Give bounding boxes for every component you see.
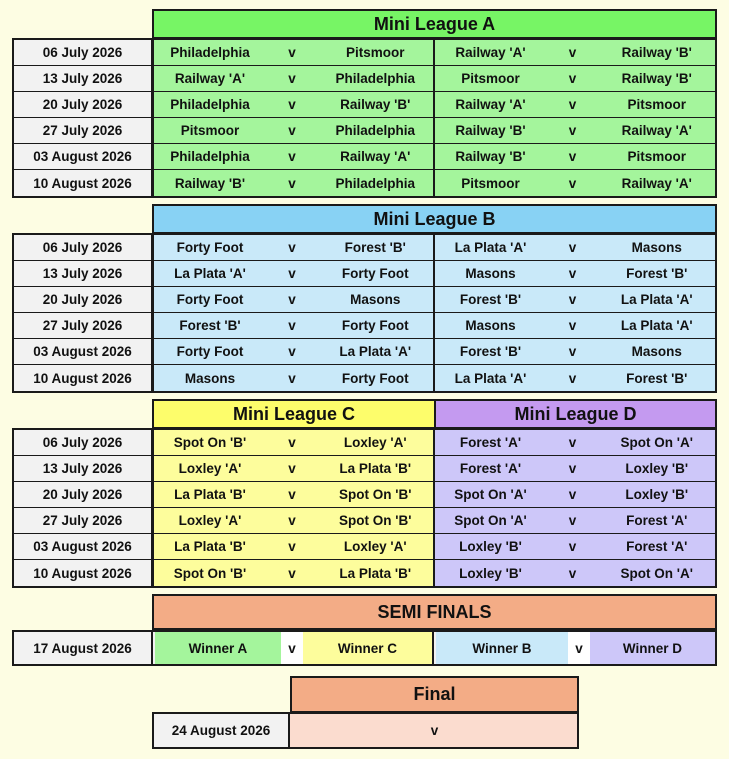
home-team: Philadelphia [170, 149, 250, 164]
versus: v [288, 175, 296, 191]
fixture-right [435, 40, 716, 65]
away-team: Forest 'B' [626, 370, 688, 386]
away-team: Forest 'A' [626, 513, 688, 528]
versus: v [288, 344, 296, 359]
home-team: Pitsmoor [180, 123, 240, 138]
home-team: Masons [465, 266, 516, 281]
away-team: Pitsmoor [345, 45, 405, 60]
versus: v [288, 461, 296, 476]
away-team: Forty Foot [341, 318, 409, 333]
away-team: La Plata 'A' [620, 318, 693, 333]
away-team: Railway 'A' [621, 175, 692, 191]
away-team: Philadelphia [335, 123, 416, 138]
fixture-date: 20 July 2026 [14, 287, 151, 313]
fixture-row [154, 92, 715, 118]
fixture-date: 10 August 2026 [33, 370, 132, 386]
fixture-left [154, 508, 435, 533]
league-b-fixtures [152, 233, 717, 393]
fixture-left [154, 66, 435, 91]
fixture-date: 10 August 2026 [33, 565, 132, 581]
fixture-row [154, 482, 715, 508]
fixture-right [435, 118, 716, 143]
away-team: Philadelphia [335, 71, 416, 86]
fixture-left [154, 170, 435, 196]
away-team: La Plata 'A' [339, 344, 412, 359]
semi-finals-row [12, 630, 717, 666]
fixture-row [154, 508, 715, 534]
away-team: Railway 'A' [340, 149, 411, 164]
away-team: Pitsmoor [627, 149, 686, 164]
versus: v [288, 292, 296, 307]
away-team: Spot On 'A' [620, 565, 693, 581]
fixture-right [435, 430, 716, 455]
home-team: Railway 'B' [174, 175, 246, 191]
away-team: Forest 'A' [626, 539, 688, 554]
fixture-date: 20 July 2026 [14, 482, 151, 508]
home-team: Forty Foot [176, 292, 244, 307]
home-team: Railway 'B' [455, 149, 526, 164]
fixture-date: 13 July 2026 [14, 66, 151, 92]
fixture-right [435, 482, 716, 507]
home-team: Masons [184, 370, 236, 386]
versus: v [288, 370, 296, 386]
versus: v [568, 175, 577, 191]
versus: v [288, 487, 296, 502]
fixture-row [154, 339, 715, 365]
versus: v [288, 435, 296, 450]
fixture-date: 06 July 2026 [14, 430, 151, 456]
home-team: La Plata 'B' [174, 487, 246, 502]
fixture-left [154, 261, 435, 286]
fixture-left [154, 560, 435, 586]
fixture-right [435, 560, 716, 586]
versus: v [288, 149, 296, 164]
versus: v [568, 318, 577, 333]
home-team: Forty Foot [176, 240, 244, 255]
league-a-dates [12, 38, 153, 198]
versus: v [568, 292, 577, 307]
fixture-right [435, 456, 716, 481]
away-team: Forest 'B' [626, 266, 688, 281]
away-team: Forty Foot [341, 370, 409, 386]
versus: v [288, 266, 296, 281]
fixture-left [154, 118, 435, 143]
home-team: Philadelphia [170, 97, 250, 112]
versus: v [288, 71, 296, 86]
semi-vs-2: v [568, 632, 590, 664]
fixture-row [154, 40, 715, 66]
versus: v [568, 240, 577, 255]
fixture-row [154, 560, 715, 586]
fixture-row [154, 235, 715, 261]
versus: v [288, 97, 296, 112]
away-team: Forty Foot [341, 266, 409, 281]
fixture-date: 27 July 2026 [14, 313, 151, 339]
fixture-date: 27 July 2026 [14, 118, 151, 144]
versus: v [288, 123, 296, 138]
home-team: Railway 'A' [455, 97, 526, 112]
fixture-left [154, 144, 435, 169]
versus: v [568, 149, 577, 164]
away-team: Railway 'A' [621, 123, 692, 138]
home-team: Spot On 'B' [173, 565, 247, 581]
league-d-header: Mini League D [434, 399, 717, 429]
fixture-right [435, 339, 716, 364]
fixture-date: 03 August 2026 [14, 534, 151, 560]
fixture-right [435, 287, 716, 312]
semi-team-3: Winner B [436, 632, 568, 664]
versus: v [288, 318, 296, 333]
league-a-header: Mini League A [152, 9, 717, 39]
final-date: 24 August 2026 [154, 714, 290, 747]
away-team: Masons [631, 344, 682, 359]
home-team: Railway 'B' [455, 123, 526, 138]
home-team: Loxley 'A' [178, 513, 242, 528]
away-team: La Plata 'B' [339, 461, 412, 476]
away-team: Spot On 'A' [620, 435, 693, 450]
fixture-right [435, 92, 716, 117]
home-team: La Plata 'B' [174, 539, 246, 554]
home-team: La Plata 'A' [174, 266, 246, 281]
away-team: Spot On 'B' [339, 487, 412, 502]
versus: v [568, 435, 577, 450]
fixture-date: 03 August 2026 [14, 144, 151, 170]
fixture-row [154, 287, 715, 313]
fixture-date: 06 July 2026 [14, 40, 151, 66]
league-b-header: Mini League B [152, 204, 717, 234]
fixture-right [435, 170, 716, 196]
league-a-fixtures [152, 38, 717, 198]
versus: v [568, 513, 577, 528]
fixture-left [154, 339, 435, 364]
semi-team-1: Winner A [155, 632, 281, 664]
fixture-left [154, 456, 435, 481]
away-team: Railway 'B' [621, 45, 692, 60]
home-team: Masons [465, 318, 516, 333]
fixture-right [435, 365, 716, 391]
fixture-left [154, 313, 435, 338]
fixture-row [154, 456, 715, 482]
fixture-row [154, 66, 715, 92]
semi-finals-header: SEMI FINALS [152, 594, 717, 630]
fixture-right [435, 508, 716, 533]
fixture-date: 27 July 2026 [14, 508, 151, 534]
home-team: Loxley 'A' [178, 461, 242, 476]
home-team: Forest 'B' [459, 292, 522, 307]
fixture-right [435, 313, 716, 338]
away-team: Railway 'B' [621, 71, 692, 86]
home-team: Forty Foot [176, 344, 244, 359]
away-team: Masons [350, 292, 401, 307]
fixture-row [154, 313, 715, 339]
home-team: Spot On 'A' [454, 487, 527, 502]
semi-team-2: Winner C [303, 632, 434, 664]
fixture-row [154, 534, 715, 560]
fixture-left [154, 92, 435, 117]
fixture-row [154, 365, 715, 391]
away-team: Forest 'B' [344, 240, 406, 255]
versus: v [568, 461, 577, 476]
league-cd-fixtures [152, 428, 717, 588]
away-team: Railway 'B' [340, 97, 411, 112]
semi-date: 17 August 2026 [14, 632, 153, 664]
home-team: Pitsmoor [461, 71, 520, 86]
away-team: La Plata 'A' [620, 292, 693, 307]
fixture-date: 13 July 2026 [14, 261, 151, 287]
fixture-date: 13 July 2026 [14, 456, 151, 482]
versus: v [288, 45, 296, 60]
fixture-row [154, 170, 715, 196]
home-team: Forest 'B' [459, 344, 522, 359]
home-team: Forest 'A' [459, 435, 522, 450]
home-team: Loxley 'B' [459, 565, 522, 581]
home-team: La Plata 'A' [454, 240, 527, 255]
versus: v [568, 97, 577, 112]
fixture-date: 10 August 2026 [33, 175, 132, 191]
home-team: Spot On 'A' [454, 513, 527, 528]
versus: v [288, 539, 296, 554]
versus: v [568, 266, 577, 281]
fixture-left [154, 365, 435, 391]
fixture-date: 06 July 2026 [14, 235, 151, 261]
fixture-left [154, 287, 435, 312]
away-team: Philadelphia [335, 175, 416, 191]
final-vs: v [430, 723, 439, 738]
home-team: La Plata 'A' [454, 370, 527, 386]
versus: v [568, 123, 577, 138]
away-team: Loxley 'B' [625, 461, 689, 476]
away-team: La Plata 'B' [339, 565, 412, 581]
versus: v [568, 565, 577, 581]
versus: v [288, 240, 296, 255]
fixture-right [435, 144, 716, 169]
fixture-row [154, 261, 715, 287]
versus: v [568, 71, 577, 86]
home-team: Spot On 'B' [173, 435, 247, 450]
versus: v [568, 487, 577, 502]
home-team: Philadelphia [170, 45, 250, 60]
fixture-left [154, 235, 435, 260]
versus: v [568, 45, 577, 60]
home-team: Forest 'B' [179, 318, 241, 333]
final-row [152, 712, 579, 749]
home-team: Railway 'A' [174, 71, 246, 86]
fixture-date: 20 July 2026 [14, 92, 151, 118]
away-team: Loxley 'B' [625, 487, 689, 502]
fixture-left [154, 534, 435, 559]
fixture-row [154, 118, 715, 144]
league-b-dates [12, 233, 153, 393]
fixture-left [154, 40, 435, 65]
fixture-right [435, 534, 716, 559]
home-team: Pitsmoor [461, 175, 520, 191]
versus: v [288, 565, 296, 581]
semi-team-4: Winner D [590, 632, 715, 664]
away-team: Loxley 'A' [343, 435, 407, 450]
fixture-left [154, 482, 435, 507]
final-header: Final [290, 676, 579, 713]
away-team: Loxley 'A' [343, 539, 407, 554]
versus: v [568, 370, 577, 386]
home-team: Forest 'A' [459, 461, 522, 476]
away-team: Pitsmoor [627, 97, 686, 112]
away-team: Spot On 'B' [339, 513, 412, 528]
league-c-header: Mini League C [152, 399, 436, 429]
away-team: Masons [631, 240, 682, 255]
fixture-right [435, 66, 716, 91]
versus: v [568, 539, 577, 554]
fixture-right [435, 235, 716, 260]
fixture-row [154, 430, 715, 456]
league-cd-dates [12, 428, 153, 588]
fixture-date: 03 August 2026 [14, 339, 151, 365]
fixture-right [435, 261, 716, 286]
fixture-left [154, 430, 435, 455]
versus: v [288, 513, 296, 528]
home-team: Railway 'A' [455, 45, 526, 60]
versus: v [568, 344, 577, 359]
semi-vs-1: v [281, 632, 303, 664]
fixture-row [154, 144, 715, 170]
home-team: Loxley 'B' [459, 539, 522, 554]
